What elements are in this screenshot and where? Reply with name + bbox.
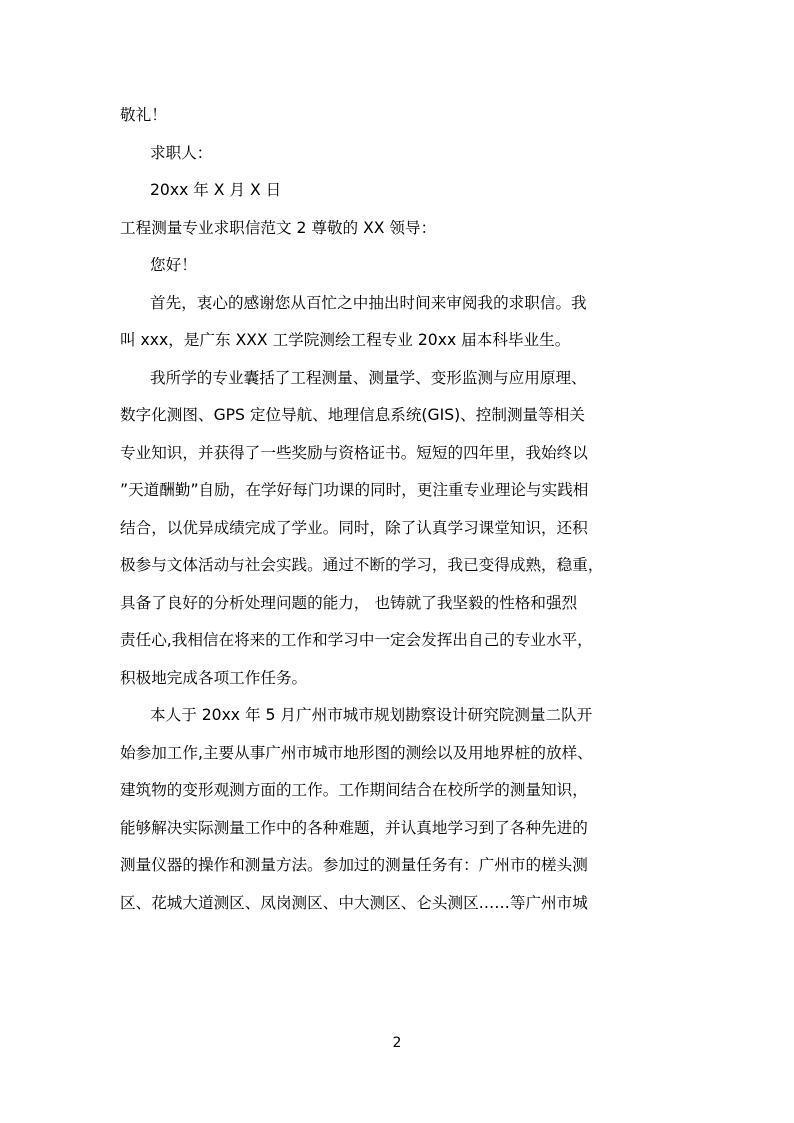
paragraph-line: 专业知识，并获得了一些奖励与资格证书。短短的四年里，我始终以: [120, 443, 588, 462]
paragraph-line: 能够解决实际测量工作中的各种难题，并认真地学习到了各种先进的: [120, 818, 588, 837]
paragraph-line: 极参与文体活动与社会实践。通过不断的学习，我已变得成熟，稳重，: [120, 556, 604, 574]
paragraph-line: ”天道酬勤”自励，在学好每门功课的同时，更注重专业理论与实践相: [120, 481, 589, 499]
section-heading: 工程测量专业求职信范文 2 尊敬的 XX 领导：: [120, 218, 437, 237]
paragraph-line: 建筑物的变形观测方面的工作。工作期间结合在校所学的测量知识，: [120, 781, 588, 799]
paragraph-line: 积极地完成各项工作任务。: [120, 668, 308, 687]
paragraph-line: 责任心,我相信在将来的工作和学习中一定会发挥出自己的专业水平，: [120, 631, 593, 649]
paragraph-line: 区、花城大道测区、凤岗测区、中大测区、仑头测区……等广州市城: [120, 893, 588, 912]
letter-body: [120, 97, 676, 922]
signature-label: 求职人：: [150, 143, 213, 162]
page-number: 2: [392, 1035, 402, 1051]
date-line: 20xx 年 X 月 X 日: [150, 181, 282, 199]
paragraph-line: 具备了良好的分析处理问题的能力， 也铸就了我坚毅的性格和强烈: [120, 593, 578, 612]
paragraph-line: 首先，衷心的感谢您从百忙之中抽出时间来审阅我的求职信。我: [150, 293, 587, 312]
paragraph-line: 叫 xxx，是广东 XXX 工学院测绘工程专业 20xx 届本科毕业生。: [120, 331, 571, 349]
paragraph-line: 始参加工作,主要从事广州市城市地形图的测绘以及用地界桩的放样、: [120, 743, 593, 762]
paragraph-line: 结合，以优异成绩完成了学业。同时，除了认真学习课堂知识，还积: [120, 518, 588, 537]
paragraph-line: 我所学的专业囊括了工程测量、测量学、变形监测与应用原理、: [150, 368, 587, 387]
closing-salutation: 敬礼！: [120, 106, 167, 124]
paragraph-line: 数字化测图、GPS 定位导航、地理信息系统(GIS)、控制测量等相关: [120, 406, 585, 424]
greeting: 您好！: [150, 256, 197, 274]
paragraph-line: 本人于 20xx 年 5 月广州市城市规划勘察设计研究院测量二队开: [150, 706, 593, 724]
paragraph-line: 测量仪器的操作和测量方法。参加过的测量任务有：广州市的槎头测: [120, 856, 588, 874]
